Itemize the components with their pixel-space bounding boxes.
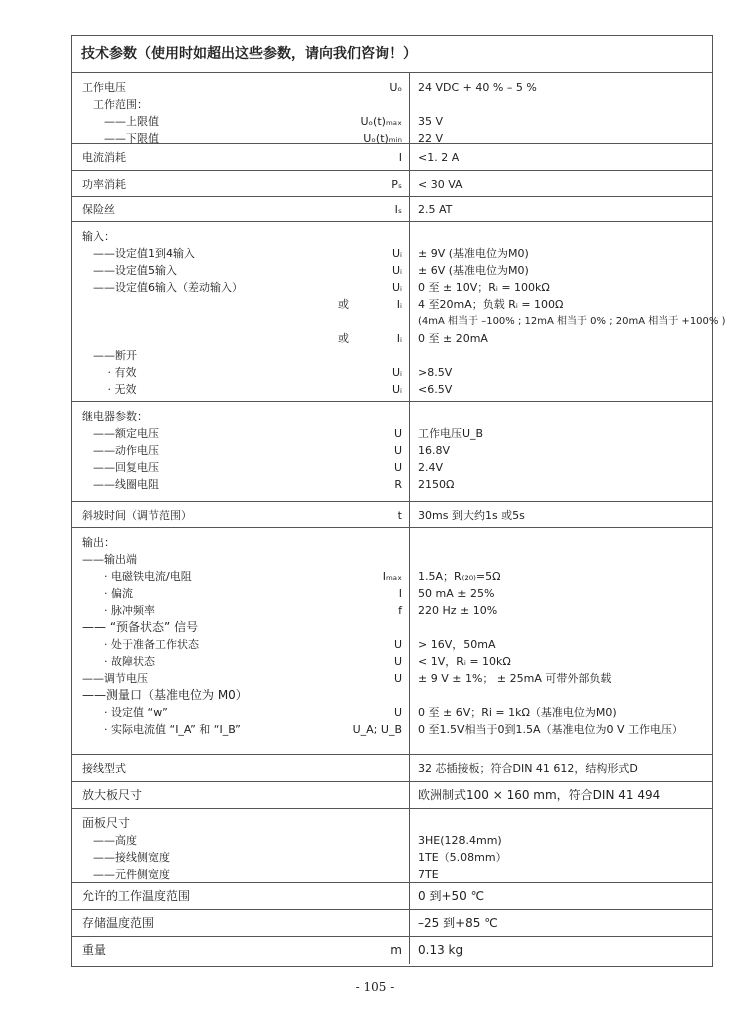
- symbol: U_A; U_B: [352, 723, 402, 736]
- symbol: U: [393, 672, 402, 685]
- spec-table: [71, 35, 726, 967]
- spec-line: [72, 245, 712, 262]
- param-value: 3HE(128.4mm): [418, 834, 502, 847]
- param-value: ± 6V (基准电位为M0): [418, 264, 529, 277]
- param-value: <1. 2 A: [418, 151, 460, 164]
- symbol: Uᵢ: [391, 281, 402, 294]
- symbol: t: [397, 509, 402, 522]
- param-value: 22 V: [418, 132, 444, 145]
- spec-line: [72, 942, 712, 959]
- param-label: 存储温度范围: [82, 916, 155, 930]
- spec-line: [72, 787, 712, 804]
- param-value: 35 V: [418, 115, 444, 128]
- spec-line: [72, 425, 712, 442]
- spec-row-relay: [72, 402, 712, 502]
- symbol: Iₛ: [394, 203, 402, 216]
- symbol: U: [393, 444, 402, 457]
- param-label: 重量: [82, 943, 107, 957]
- symbol: Uᵢ: [391, 247, 402, 260]
- spec-line: [72, 602, 712, 619]
- symbol: Uᵢ: [391, 264, 402, 277]
- spec-line: [72, 408, 712, 425]
- param-value: (4mA 相当于 –100% ; 12mA 相当于 0% ; 20mA 相当于 +100% ): [418, 316, 726, 327]
- param-label: 电流消耗: [82, 151, 126, 164]
- param-label: · 处于准备工作状态: [82, 638, 199, 651]
- spec-line: [72, 96, 712, 113]
- symbol: U: [393, 638, 402, 651]
- spec-line: [72, 507, 712, 524]
- param-label: 保险丝: [82, 203, 115, 216]
- symbol: U: [393, 655, 402, 668]
- spec-row-weight: [72, 937, 712, 964]
- spec-line: [72, 585, 712, 602]
- spec-line: [72, 704, 712, 721]
- param-value: 7TE: [418, 868, 439, 881]
- symbol: Iᵢ: [396, 332, 402, 345]
- param-label: ——设定值6输入（差动输入）: [82, 281, 243, 294]
- spec-line: [72, 113, 712, 130]
- spec-line: [72, 849, 712, 866]
- symbol: Pₛ: [391, 178, 402, 191]
- spec-row-supply-voltage: [72, 73, 712, 144]
- page-number: - 105 -: [355, 980, 395, 994]
- param-value: 2150Ω: [418, 478, 455, 491]
- symbol: Iᵢ: [396, 298, 402, 311]
- spec-row-power-consumption: [72, 171, 712, 197]
- param-label: ——设定值1到4输入: [82, 247, 195, 260]
- param-label: · 设定值 “w”: [82, 706, 168, 719]
- param-label: 面板尺寸: [82, 816, 131, 830]
- spec-line: [72, 636, 712, 653]
- symbol: Uᵢ: [391, 366, 402, 379]
- spec-row-current-consumption: [72, 144, 712, 171]
- param-label: ——下限值: [82, 132, 159, 145]
- param-label: 允许的工作温度范围: [82, 889, 191, 903]
- spec-line: [72, 832, 712, 849]
- param-value: 0 至 ± 20mA: [418, 332, 488, 345]
- spec-line: [72, 815, 712, 832]
- symbol: I: [398, 587, 402, 600]
- spec-line: [72, 381, 712, 398]
- param-value: –25 到+85 ℃: [418, 916, 498, 930]
- param-label: ——输出端: [82, 553, 137, 566]
- param-label: ——调节电压: [82, 672, 148, 685]
- spec-line: [72, 364, 712, 381]
- table-title: 技术参数（使用时如超出这些参数，请向我们咨询！）: [72, 36, 712, 73]
- spec-line: [72, 551, 712, 568]
- spec-line: [72, 176, 712, 193]
- param-label: 斜坡时间（调节范围）: [82, 509, 192, 522]
- spec-line: [72, 347, 712, 364]
- param-value: ± 9 V ± 1%； ± 25mA 可带外部负载: [418, 672, 612, 685]
- param-value: < 30 VA: [418, 178, 463, 191]
- spec-row-storage-temp: [72, 910, 712, 937]
- param-label: 输入：: [82, 230, 115, 243]
- param-value: 220 Hz ± 10%: [418, 604, 498, 617]
- param-value: 0.13 kg: [418, 943, 464, 957]
- spec-line: [72, 201, 712, 218]
- param-label: 继电器参数：: [82, 410, 148, 423]
- spec-line: [72, 619, 712, 636]
- param-value: > 16V，50mA: [418, 638, 496, 651]
- spec-line: [72, 330, 712, 347]
- param-label: 放大板尺寸: [82, 788, 143, 802]
- spec-line: [72, 760, 712, 777]
- param-label: ——测量口（基准电位为 M0）: [82, 688, 248, 702]
- spec-line: [72, 653, 712, 670]
- param-value: 50 mA ± 25%: [418, 587, 495, 600]
- spec-line: [72, 79, 712, 96]
- param-label: ——动作电压: [82, 444, 159, 457]
- param-value: 16.8V: [418, 444, 451, 457]
- param-label: ——回复电压: [82, 461, 159, 474]
- spec-row-front-panel: [72, 809, 712, 883]
- param-value: 30ms 到大约1s 或5s: [418, 509, 525, 522]
- param-value: 0 至1.5V相当于0到1.5A（基准电位为0 V 工作电压）: [418, 723, 684, 736]
- param-value: 欧洲制式100 × 160 mm，符合DIN 41 494: [418, 788, 661, 802]
- spec-row-board-size: [72, 782, 712, 809]
- param-value: 0 到+50 ℃: [418, 889, 485, 903]
- param-value: 2.5 AT: [418, 203, 453, 216]
- spec-line: [72, 568, 712, 585]
- symbol: Uₒ(t)ₘᵢₙ: [363, 132, 402, 145]
- param-label: · 有效: [82, 366, 137, 379]
- symbol: f: [398, 604, 402, 617]
- param-value: 24 VDC + 40 % – 5 %: [418, 81, 537, 94]
- spec-line: [72, 313, 726, 330]
- param-label: · 无效: [82, 383, 137, 396]
- symbol: R: [394, 478, 402, 491]
- symbol: Uₒ: [389, 81, 402, 94]
- param-label: 工作电压: [82, 81, 126, 94]
- symbol: U: [393, 461, 402, 474]
- param-label: ——线圈电阻: [82, 478, 159, 491]
- param-value: 1TE（5.08mm）: [418, 851, 507, 864]
- spec-line: [72, 476, 712, 493]
- param-label: · 电磁铁电流/电阻: [82, 570, 192, 583]
- spec-line: [72, 534, 712, 551]
- param-label: · 故障状态: [82, 655, 155, 668]
- spec-line: [72, 670, 712, 687]
- param-label: ——额定电压: [82, 427, 159, 440]
- param-label: ——断开: [82, 349, 137, 362]
- symbol: I: [398, 151, 402, 164]
- param-value: ± 9V (基准电位为M0): [418, 247, 529, 260]
- param-label: ——接线侧宽度: [82, 851, 170, 864]
- param-value: <6.5V: [418, 383, 453, 396]
- symbol: Iₘₐₓ: [382, 570, 402, 583]
- spec-line: [72, 296, 712, 313]
- param-label: · 实际电流值 “I_A” 和 “I_B”: [82, 723, 241, 736]
- or-label: 或: [338, 332, 349, 345]
- param-value: 0 至 ± 10V；Rᵢ = 100kΩ: [418, 281, 550, 294]
- spec-row-connection-type: [72, 755, 712, 782]
- param-label: 接线型式: [82, 762, 126, 775]
- symbol: Uᵢ: [391, 383, 402, 396]
- spec-line: [72, 866, 712, 883]
- param-label: · 脉冲频率: [82, 604, 155, 617]
- param-label: ——上限值: [82, 115, 159, 128]
- symbol: Uₒ(t)ₘₐₓ: [360, 115, 402, 128]
- param-value: < 1V，Rᵢ = 10kΩ: [418, 655, 511, 668]
- symbol: m: [390, 943, 402, 957]
- spec-row-ramp-time: [72, 502, 712, 528]
- spec-row-inputs: [72, 222, 726, 402]
- param-value: 4 至20mA；负载 Rᵢ = 100Ω: [418, 298, 564, 311]
- param-label: —— “预备状态” 信号: [82, 620, 199, 634]
- param-value: 0 至 ± 6V；Ri = 1kΩ（基准电位为M0): [418, 706, 617, 719]
- spec-line: [72, 915, 712, 932]
- spec-row-fuse: [72, 197, 712, 222]
- spec-line: [72, 149, 712, 166]
- spec-line: [72, 228, 712, 245]
- param-value: 32 芯插接板；符合DIN 41 612，结构形式D: [418, 762, 638, 775]
- param-label: ——设定值5输入: [82, 264, 177, 277]
- param-label: 输出：: [82, 536, 115, 549]
- param-label: 功率消耗: [82, 178, 126, 191]
- spec-line: [72, 687, 712, 704]
- symbol: U: [393, 706, 402, 719]
- param-value: 1.5A；R₍₂₀₎=5Ω: [418, 570, 501, 583]
- param-value: 2.4V: [418, 461, 444, 474]
- param-label: ——元件侧宽度: [82, 868, 170, 881]
- spec-line: [72, 721, 712, 738]
- param-value: >8.5V: [418, 366, 453, 379]
- param-label: 工作范围：: [82, 98, 148, 111]
- spec-line: [72, 279, 712, 296]
- param-label: · 偏流: [82, 587, 133, 600]
- spec-line: [72, 459, 712, 476]
- spec-line: [72, 442, 712, 459]
- spec-rows: [72, 73, 726, 964]
- param-label: ——高度: [82, 834, 137, 847]
- spec-row-outputs: [72, 528, 712, 755]
- symbol: U: [393, 427, 402, 440]
- param-value: 工作电压U_B: [418, 427, 484, 440]
- spec-line: [72, 262, 712, 279]
- spec-row-operating-temp: [72, 883, 712, 910]
- spec-line: [72, 888, 712, 905]
- or-label: 或: [338, 298, 349, 311]
